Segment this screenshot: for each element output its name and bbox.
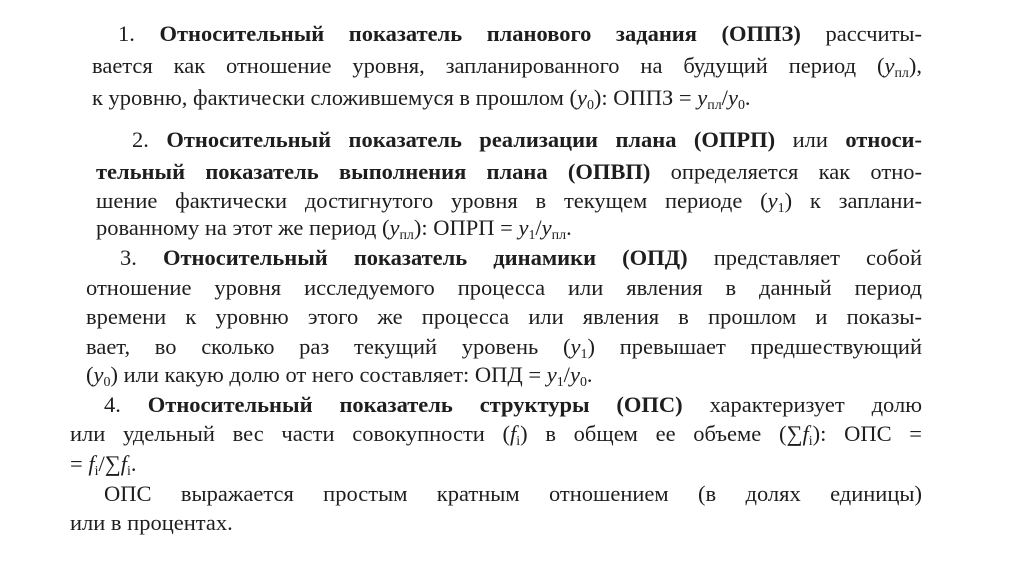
variable-symbol: y (884, 53, 895, 78)
text-segment: ), (908, 53, 922, 78)
text-segment: характеризует долю (682, 392, 923, 417)
variable-symbol: y (697, 85, 708, 110)
variable-symbol: f (802, 421, 809, 446)
text-line (86, 362, 593, 391)
subscript: 1 (777, 201, 785, 217)
variable-symbol: y (518, 215, 529, 240)
text-line (92, 53, 922, 82)
text-line (92, 85, 751, 114)
bold-term: Относительный показатель реализации плана (ОПРП) (166, 127, 776, 152)
subscript: 0 (586, 98, 594, 114)
subscript: i (516, 434, 521, 450)
subscript: 1 (556, 375, 564, 391)
text-segment: ) в общем ее объеме (∑ (520, 421, 803, 446)
subscript: 0 (103, 375, 111, 391)
text-segment: /∑ (98, 451, 121, 476)
variable-symbol: y (576, 85, 587, 110)
text-line (96, 159, 922, 185)
text-segment: к уровню, фактически сложившемуся в прошлом ( (92, 85, 577, 110)
text-segment: 1. (118, 21, 160, 46)
text-segment: . (586, 362, 593, 387)
text-line (86, 334, 922, 363)
subscript: 1 (580, 347, 588, 363)
text-line (104, 481, 922, 507)
text-segment: ): ОПРП = (413, 215, 519, 240)
variable-symbol: y (93, 362, 104, 387)
subscript: i (808, 434, 813, 450)
text-segment: ( (86, 362, 94, 387)
text-line (118, 21, 922, 47)
text-line (86, 304, 922, 330)
text-segment: ) или какую долю от него составляет: ОПД = (110, 362, 547, 387)
text-line (120, 245, 922, 271)
text-segment: . (566, 215, 572, 240)
text-segment: = (70, 451, 89, 476)
text-segment: . (130, 451, 137, 476)
text-segment: / (721, 85, 728, 110)
variable-symbol: y (569, 362, 580, 387)
variable-symbol: f (88, 451, 95, 476)
text-line (96, 188, 922, 217)
text-segment: ОПС выражается простым кратным отношением (в долях единицы) (104, 481, 922, 506)
text-segment: определяется как отно- (650, 159, 922, 184)
subscript: i (127, 464, 131, 480)
subscript: 0 (579, 375, 587, 391)
variable-symbol: y (570, 334, 581, 359)
subscript: пл (399, 228, 414, 244)
text-segment: 4. (104, 392, 148, 417)
text-segment: рассчиты- (800, 21, 923, 46)
text-segment: ) превышает предшествующий (587, 334, 922, 359)
bold-term: тельный показатель выполнения плана (ОПВП) (96, 159, 651, 184)
text-segment: . (744, 85, 751, 110)
variable-symbol: y (546, 362, 557, 387)
text-segment: отношение уровня исследуемого процесса или явления в данный период (86, 275, 922, 300)
subscript: пл (894, 66, 909, 82)
subscript: пл (551, 228, 567, 244)
text-segment: вается как отношение уровня, запланированного на будущий период ( (92, 53, 885, 78)
subscript: пл (707, 98, 722, 114)
text-line (132, 127, 922, 153)
text-segment: представляет собой (687, 245, 922, 270)
bold-term: Относительный показатель планового задания (ОППЗ) (159, 21, 801, 46)
subscript: i (94, 464, 99, 480)
text-segment: ): ОППЗ = (593, 85, 698, 110)
text-line (70, 451, 137, 480)
variable-symbol: y (767, 188, 778, 213)
bold-term: относи- (845, 127, 923, 152)
text-line (104, 392, 922, 418)
text-segment: шение фактически достигнутого уровня в текущем периоде ( (96, 188, 768, 213)
text-segment: или (775, 127, 846, 152)
bold-term: Относительный показатель структуры (ОПС) (147, 392, 683, 417)
text-segment: ) к заплани- (784, 188, 922, 213)
text-segment: рованному на этот же период ( (96, 215, 390, 240)
text-line (70, 510, 233, 536)
subscript: 0 (737, 98, 745, 114)
text-line (70, 421, 922, 450)
variable-symbol: f (510, 421, 517, 446)
text-segment: вает, во сколько раз текущий уровень ( (86, 334, 571, 359)
text-segment: 2. (132, 127, 167, 152)
variable-symbol: f (120, 451, 128, 476)
variable-symbol: y (541, 215, 552, 240)
variable-symbol: y (389, 215, 400, 240)
text-line (96, 215, 572, 244)
text-line (86, 275, 922, 301)
text-segment: / (563, 362, 570, 387)
text-segment: ): ОПС = (812, 421, 922, 446)
text-segment: / (535, 215, 542, 240)
bold-term: Относительный показатель динамики (ОПД) (162, 245, 688, 270)
variable-symbol: y (727, 85, 738, 110)
text-segment: 3. (120, 245, 163, 270)
text-segment: или в процентах. (70, 510, 233, 535)
subscript: 1 (528, 228, 536, 244)
text-segment: или удельный вес части совокупности ( (70, 421, 511, 446)
text-segment: времени к уровню этого же процесса или явления в прошлом и показы- (86, 304, 922, 329)
